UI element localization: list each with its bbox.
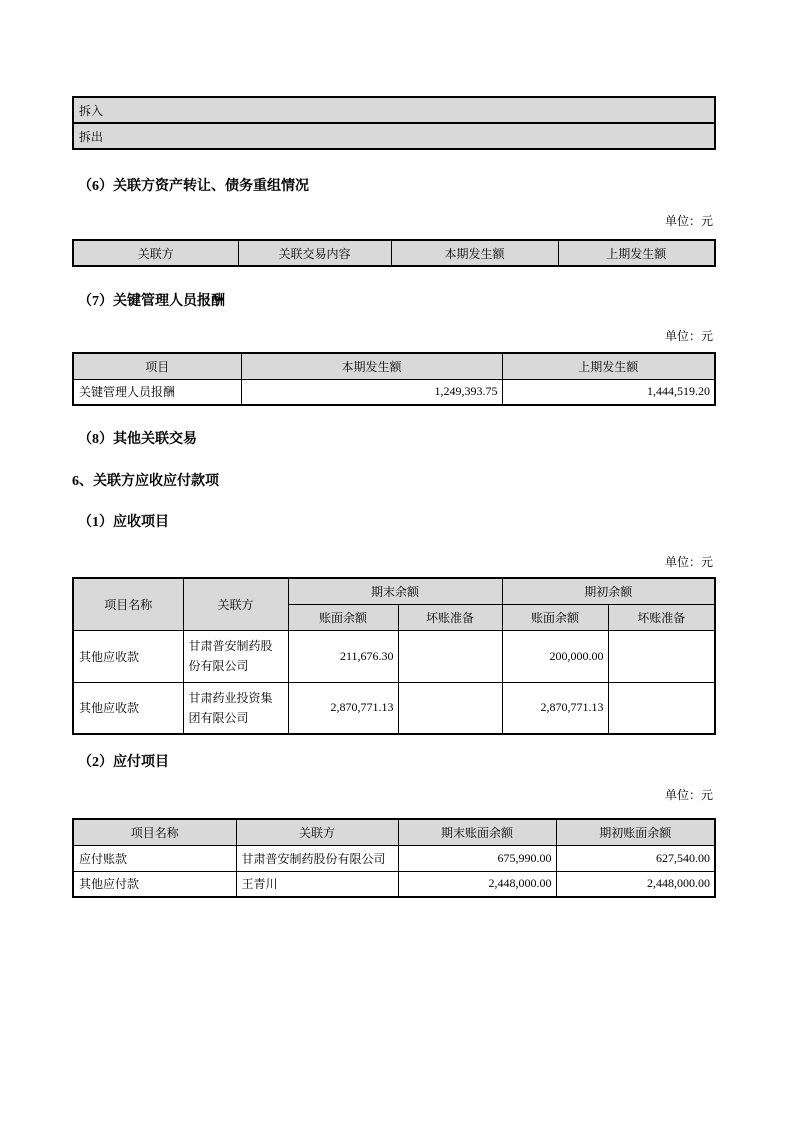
table-row [73,97,715,123]
col-header-beginning-book-balance: 期初账面余额 [556,819,715,845]
col-header-related-party: 关联方 [183,578,288,630]
item-cell: 其他应收款 [73,630,183,682]
col-header-prior-amount: 上期发生额 [558,240,715,266]
ending-book-balance-cell: 2,870,771.13 [288,682,398,734]
unit-label: 单位：元 [664,214,713,228]
prior-amount-cell: 1,444,519.20 [502,379,715,405]
beginning-balance-cell: 2,448,000.00 [556,871,715,897]
receivables-table [72,577,716,735]
related-party-cell: 甘肃普安制药股份有限公司 [236,845,398,871]
col-header-current-amount: 本期发生额 [391,240,558,266]
ending-book-balance-cell: 211,676.30 [288,630,398,682]
payables-table [72,818,716,898]
col-header-related-party: 关联方 [236,819,398,845]
section-title-key-management: （7）关键管理人员报酬 [78,294,225,309]
table-header-row [73,240,715,266]
interbank-lend-cell: 拆出 [73,123,715,149]
asset-transfer-table [72,239,716,267]
item-cell: 其他应付款 [73,871,236,897]
key-management-table [72,352,716,406]
col-header-bad-debt: 坏账准备 [608,604,715,630]
table-header-row [73,819,715,845]
col-header-item-name: 项目名称 [73,819,236,845]
table-row [73,379,715,405]
table-header-row [73,578,715,604]
beginning-book-balance-cell: 2,870,771.13 [502,682,608,734]
current-amount-cell: 1,249,393.75 [241,379,502,405]
unit-label: 单位：元 [664,555,713,569]
section-title-payables: （2）应付项目 [78,755,169,770]
col-header-beginning-balance: 期初余额 [502,578,715,604]
ending-balance-cell: 2,448,000.00 [398,871,556,897]
beginning-book-balance-cell: 200,000.00 [502,630,608,682]
beginning-bad-debt-cell [608,682,715,734]
table-row [73,630,715,682]
col-header-item-name: 项目名称 [73,578,183,630]
ending-bad-debt-cell [398,630,502,682]
related-party-cell: 王青川 [236,871,398,897]
col-header-book-balance: 账面余额 [502,604,608,630]
item-cell: 关键管理人员报酬 [73,379,241,405]
beginning-bad-debt-cell [608,630,715,682]
col-header-item: 项目 [73,353,241,379]
col-header-transaction-content: 关联交易内容 [238,240,391,266]
ending-balance-cell: 675,990.00 [398,845,556,871]
section-title-asset-transfer: （6）关联方资产转让、债务重组情况 [78,179,309,194]
table-row [73,682,715,734]
section-title-receivables: （1）应收项目 [78,515,169,530]
col-header-prior-amount: 上期发生额 [502,353,715,379]
unit-label: 单位：元 [664,329,713,343]
item-cell: 应付账款 [73,845,236,871]
related-party-cell: 甘肃药业投资集团有限公司 [183,682,288,734]
col-header-current-amount: 本期发生额 [241,353,502,379]
table-row [73,123,715,149]
interbank-lending-table [72,96,716,150]
table-row [73,871,715,897]
interbank-borrow-cell: 拆入 [73,97,715,123]
col-header-book-balance: 账面余额 [288,604,398,630]
item-cell: 其他应收款 [73,682,183,734]
section-title-other-related: （8）其他关联交易 [78,432,197,447]
beginning-balance-cell: 627,540.00 [556,845,715,871]
page-content [72,0,714,898]
related-party-cell: 甘肃普安制药股份有限公司 [183,630,288,682]
table-row [73,845,715,871]
col-header-ending-balance: 期末余额 [288,578,502,604]
ending-bad-debt-cell [398,682,502,734]
col-header-related-party: 关联方 [73,240,238,266]
col-header-bad-debt: 坏账准备 [398,604,502,630]
col-header-ending-book-balance: 期末账面余额 [398,819,556,845]
unit-label: 单位：元 [664,788,713,802]
table-header-row [73,353,715,379]
section-title-receivable-payable: 6、关联方应收应付款项 [72,474,219,489]
